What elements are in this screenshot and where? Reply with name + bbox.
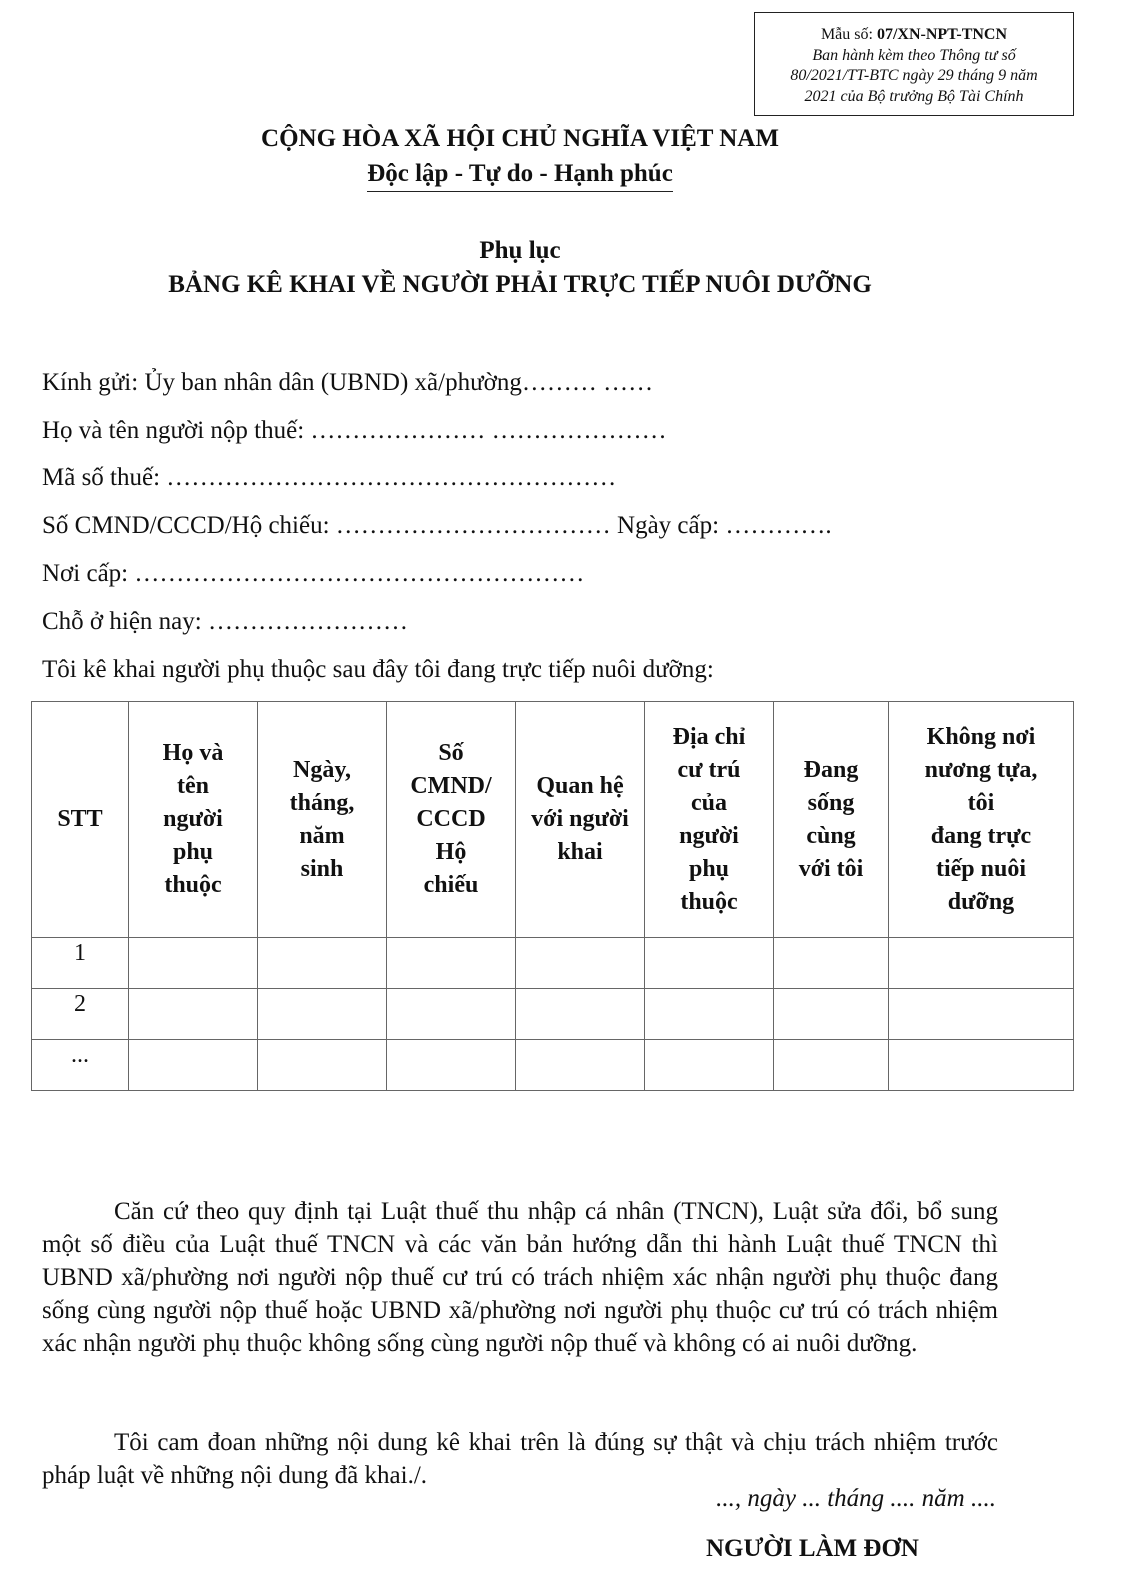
- cell-dependent-name[interactable]: [129, 989, 258, 1040]
- cell-living-with-me[interactable]: [774, 938, 889, 989]
- cell-id-number[interactable]: [387, 989, 516, 1040]
- cell-dependent-address[interactable]: [645, 989, 774, 1040]
- cell-birth-date[interactable]: [258, 938, 387, 989]
- cell-stt: 1: [32, 938, 129, 989]
- signer-title: NGƯỜI LÀM ĐƠN: [706, 1535, 919, 1562]
- cell-birth-date[interactable]: [258, 989, 387, 1040]
- appendix-label: Phụ lục: [479, 237, 561, 264]
- header-living-with-me: Đang sống cùng với tôi: [774, 702, 889, 938]
- header-dependent-name: Họ và tên người phụ thuộc: [129, 702, 258, 938]
- form-code: 07/XN-NPT-TNCN: [876, 26, 1008, 43]
- form-number-box: [754, 12, 1074, 116]
- field-taxpayer-name[interactable]: Họ và tên người nộp thuế: ………………… …………………: [42, 417, 667, 444]
- cell-no-support[interactable]: [889, 989, 1074, 1040]
- form-issuance-line-1: Ban hành kèm theo Thông tư số: [812, 46, 1016, 64]
- legal-basis-text: Căn cứ theo quy định tại Luật thuế thu nhập cá nhân (TNCN), Luật sửa đổi, bổ sung một số điều của Luật thuế TNCN và các văn bản hướng dẫn thi hành Luật thuế TNCN thì UBND xã/phường nơi người nộp thuế cư trú có trách nhiệm xác nhận người phụ thuộc đang sống cùng người nộp thuế hoặc UBND xã/phường nơi người phụ thuộc cư trú có trách nhiệm xác nhận người phụ thuộc không sống cùng người nộp thuế và không có ai nuôi dưỡng.: [42, 1198, 998, 1357]
- header-id-number: Số CMND/ CCCD Hộ chiếu: [387, 702, 516, 938]
- document-title: BẢNG KÊ KHAI VỀ NGƯỜI PHẢI TRỰC TIẾP NUÔI DƯỠNG: [168, 271, 872, 298]
- form-code-line: [755, 25, 1073, 46]
- header-birth-date: Ngày, tháng, năm sinh: [258, 702, 387, 938]
- cell-dependent-address[interactable]: [645, 938, 774, 989]
- declaration-intro: Tôi kê khai người phụ thuộc sau đây tôi đang trực tiếp nuôi dưỡng:: [42, 656, 714, 683]
- cell-birth-date[interactable]: [258, 1040, 387, 1091]
- form-code-label: Mẫu số:: [820, 26, 877, 43]
- cell-dependent-name[interactable]: [129, 938, 258, 989]
- table-row: [32, 989, 1074, 1040]
- field-tax-code[interactable]: Mã số thuế: ………………………………………………: [42, 464, 617, 491]
- header-stt: STT: [32, 702, 129, 938]
- header-no-support-directly-raising: Không nơi nương tựa, tôi đang trực tiếp nuôi dưỡng: [889, 702, 1074, 938]
- date-line[interactable]: ..., ngày ... tháng .... năm ....: [716, 1485, 996, 1512]
- country-name: CỘNG HÒA XÃ HỘI CHỦ NGHĨA VIỆT NAM: [261, 125, 779, 152]
- cell-relationship[interactable]: [516, 989, 645, 1040]
- field-issued-place[interactable]: Nơi cấp: ………………………………………………: [42, 560, 585, 587]
- table-header-row: [32, 702, 1074, 938]
- form-issuance-line-3: 2021 của Bộ trưởng Bộ Tài Chính: [804, 87, 1024, 105]
- legal-basis-paragraph: [42, 1195, 998, 1360]
- field-recipient[interactable]: Kính gửi: Ủy ban nhân dân (UBND) xã/phường……… ……: [42, 369, 654, 396]
- field-id-number-and-issue-date[interactable]: Số CMND/CCCD/Hộ chiếu: …………………………… Ngày cấp: ………….: [42, 512, 832, 539]
- table-row: [32, 938, 1074, 989]
- cell-stt: 2: [32, 989, 129, 1040]
- cell-relationship[interactable]: [516, 1040, 645, 1091]
- cell-dependent-address[interactable]: [645, 1040, 774, 1091]
- cell-no-support[interactable]: [889, 938, 1074, 989]
- header-dependent-address: Địa chỉ cư trú của người phụ thuộc: [645, 702, 774, 938]
- form-issuance-line-2: 80/2021/TT-BTC ngày 29 tháng 9 năm: [790, 67, 1038, 84]
- cell-id-number[interactable]: [387, 938, 516, 989]
- dependents-table: [31, 701, 1074, 1091]
- cell-living-with-me[interactable]: [774, 1040, 889, 1091]
- national-motto: [0, 160, 1040, 188]
- cell-no-support[interactable]: [889, 1040, 1074, 1091]
- field-current-address[interactable]: Chỗ ở hiện nay: ……………………: [42, 608, 408, 635]
- cell-relationship[interactable]: [516, 938, 645, 989]
- cell-dependent-name[interactable]: [129, 1040, 258, 1091]
- cell-living-with-me[interactable]: [774, 989, 889, 1040]
- cell-id-number[interactable]: [387, 1040, 516, 1091]
- motto-text: Độc lập - Tự do - Hạnh phúc: [367, 160, 673, 192]
- commitment-paragraph: [42, 1426, 998, 1492]
- header-relationship: Quan hệ với người khai: [516, 702, 645, 938]
- table-row: [32, 1040, 1074, 1091]
- cell-stt: ...: [32, 1040, 129, 1091]
- commitment-text: Tôi cam đoan những nội dung kê khai trên là đúng sự thật và chịu trách nhiệm trước pháp luật về những nội dung đã khai./.: [42, 1429, 998, 1489]
